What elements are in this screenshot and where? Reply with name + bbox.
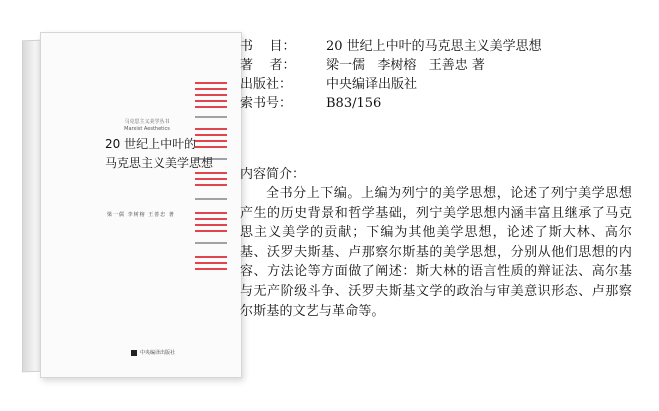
cover-authors: 梁一儒 李树榕 王善忠 著: [107, 212, 175, 218]
author-value: 梁一儒 李树榕 王善忠 著: [326, 58, 485, 73]
title-label: 书 目：: [240, 39, 296, 54]
cover-title-line1: 20 世纪上中叶的: [105, 137, 197, 151]
cover-stripe-decoration: [191, 73, 231, 303]
book-front-cover: [40, 32, 242, 378]
summary-heading: 内容简介：: [240, 167, 306, 182]
publisher-label: 出版社：: [240, 77, 293, 92]
author-label: 著 者：: [240, 58, 296, 73]
book-info: [240, 37, 542, 113]
publisher-logo-icon: [131, 350, 137, 356]
cover-publisher-name: 中央编译出版社: [140, 350, 176, 356]
info-row-title: [240, 37, 542, 56]
publisher-value: 中央编译出版社: [326, 77, 418, 92]
book-cover: [22, 32, 240, 376]
info-row-author: [240, 56, 542, 75]
info-row-call-number: [240, 94, 542, 113]
call-number-label: 索书号：: [240, 96, 293, 111]
cover-series-name: 马克思主义美学丛书: [124, 119, 170, 125]
call-number-value: B83/156: [326, 96, 382, 111]
title-value: 20 世纪上中叶的马克思主义美学思想: [326, 39, 542, 54]
cover-publisher: [131, 349, 175, 356]
summary-text: 全书分上下编。上编为列宁的美学思想，论述了列宁美学思想产生的历史背景和哲学基础，列宁美学思想内涵丰富且继承了马克思主义美学的贡献；下编为其他美学思想，论述了斯大林、高尔基、沃罗夫斯基、卢那察尔斯基的美学思想，分别从他们思想的内容、方法论等方面做了阐述：斯大林的语言性质的辩证法、高尔基与无产阶级斗争、沃罗夫斯基文学的政治与审美意识形态、卢那察尔斯基的文艺与革命等。: [240, 186, 632, 319]
cover-series-name-en: Marxist Aesthetics: [124, 125, 170, 132]
cover-series-label: [99, 119, 195, 132]
cover-title-line2: 马克思主义美学思想: [105, 155, 214, 170]
info-row-publisher: [240, 75, 542, 94]
